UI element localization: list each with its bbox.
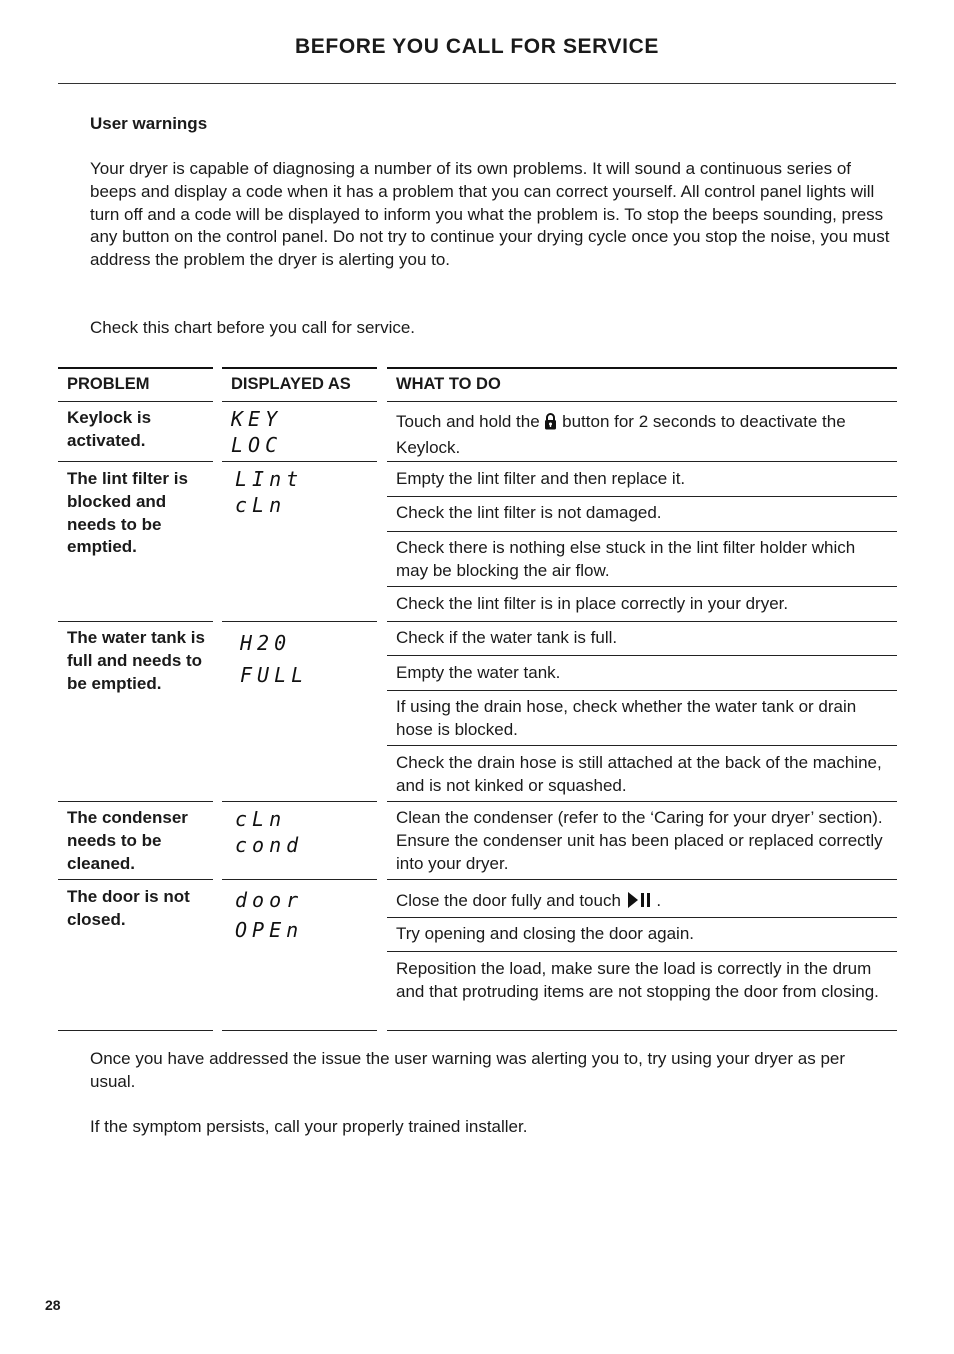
action-lint-4: Check the lint filter is in place correctly in your dryer. xyxy=(396,594,789,613)
row-rule xyxy=(58,801,213,802)
header-rule-action xyxy=(387,401,897,402)
action-lint-1: Empty the lint filter and then replace it. xyxy=(396,469,686,488)
display-code-line: cond xyxy=(235,833,304,857)
action-water-2: Empty the water tank. xyxy=(396,663,561,682)
problem-lint-filter: The lint filter is blocked and needs to be emptied. xyxy=(67,469,188,557)
row-rule xyxy=(387,745,897,746)
action-keylock-1 xyxy=(396,411,892,460)
display-code-line: OPEn xyxy=(235,918,304,942)
action-text: . xyxy=(656,891,662,910)
row-rule xyxy=(387,690,897,691)
display-code-line: FULL xyxy=(240,663,309,687)
header-rule-problem xyxy=(58,401,213,402)
row-rule xyxy=(387,655,897,656)
action-condenser-1: Clean the condenser (refer to the ‘Caring for your dryer’ section). Ensure the condenser unit has been placed or replaced correctly into your dryer. xyxy=(396,808,883,873)
section-heading: User warnings xyxy=(90,114,208,133)
display-code-line: H20 xyxy=(240,631,292,655)
row-rule xyxy=(58,461,213,462)
row-rule xyxy=(222,879,377,880)
lock-icon xyxy=(544,412,557,437)
display-code-condenser xyxy=(235,806,303,858)
problem-condenser: The condenser needs to be cleaned. xyxy=(67,808,188,873)
display-code-line: door xyxy=(235,888,304,912)
display-code-line: cLn xyxy=(235,493,287,517)
table-top-rule-action xyxy=(387,367,897,369)
action-text: button for 2 seconds to deactivate the Keylock. xyxy=(396,412,846,457)
row-rule xyxy=(387,621,897,622)
row-rule xyxy=(387,917,897,918)
row-rule xyxy=(222,621,377,622)
column-header-displayed-as: DISPLAYED AS xyxy=(231,375,351,393)
symptom-persists-note: If the symptom persists, call your properly trained installer. xyxy=(90,1117,528,1136)
page-number: 28 xyxy=(45,1297,61,1313)
action-water-1: Check if the water tank is full. xyxy=(396,628,618,647)
action-lint-3: Check there is nothing else stuck in the lint filter holder which may be blocking the air flow. xyxy=(396,538,856,580)
row-rule xyxy=(58,621,213,622)
row-rule xyxy=(222,801,377,802)
column-header-problem: PROBLEM xyxy=(67,375,150,393)
row-rule xyxy=(387,801,897,802)
row-rule xyxy=(387,586,897,587)
table-bottom-rule xyxy=(222,1030,377,1031)
table-top-rule-displayed xyxy=(222,367,377,369)
display-code-water xyxy=(240,627,308,691)
action-text: Close the door fully and touch xyxy=(396,891,621,910)
row-rule xyxy=(387,531,897,532)
action-lint-2: Check the lint filter is not damaged. xyxy=(396,503,662,522)
problem-water-tank: The water tank is full and needs to be emptied. xyxy=(67,628,205,693)
display-code-line: KEY xyxy=(231,407,283,431)
column-header-what-to-do: WHAT TO DO xyxy=(396,375,501,393)
check-chart-note: Check this chart before you call for service. xyxy=(90,318,416,337)
row-rule xyxy=(387,461,897,462)
action-text: Touch and hold the xyxy=(396,412,540,431)
display-code-line: LInt xyxy=(235,467,304,491)
outro-paragraph: Once you have addressed the issue the user warning was alerting you to, try using your dryer as per usual. xyxy=(90,1049,846,1091)
problem-keylock: Keylock is activated. xyxy=(67,408,152,450)
action-door-1 xyxy=(396,890,892,916)
display-code-door xyxy=(235,885,303,945)
action-door-3: Reposition the load, make sure the load is correctly in the drum and that protruding items are not stopping the door from closing. xyxy=(396,959,879,1001)
action-door-2: Try opening and closing the door again. xyxy=(396,924,695,943)
table-bottom-rule xyxy=(58,1030,213,1031)
row-rule xyxy=(387,951,897,952)
row-rule xyxy=(387,879,897,880)
action-water-4: Check the drain hose is still attached at the back of the machine, and is not kinked or squashed. xyxy=(396,753,882,795)
title-divider xyxy=(58,83,896,84)
display-code-lint xyxy=(235,466,303,518)
display-code-line: cLn xyxy=(235,807,287,831)
play-pause-icon xyxy=(626,891,652,916)
row-rule xyxy=(222,461,377,462)
table-bottom-rule xyxy=(387,1030,897,1031)
problem-door: The door is not closed. xyxy=(67,887,190,929)
action-water-3: If using the drain hose, check whether the water tank or drain hose is blocked. xyxy=(396,697,857,739)
row-rule xyxy=(387,496,897,497)
display-code-keylock xyxy=(231,406,282,458)
table-top-rule-problem xyxy=(58,367,213,369)
row-rule xyxy=(58,879,213,880)
header-rule-displayed xyxy=(222,401,377,402)
intro-paragraph: Your dryer is capable of diagnosing a number of its own problems. It will sound a continuous series of beeps and display a code when it has a problem that you can correct yourself. All control panel lights will turn off and a code will be displayed to inform you what the problem is. To stop the beeps sounding, press any button on the control panel. Do not try to continue your drying cycle once you stop the noise, you must address the problem the dryer is alerting you to. xyxy=(90,159,890,270)
page-title: BEFORE YOU CALL FOR SERVICE xyxy=(295,35,659,58)
display-code-line: LOC xyxy=(231,433,283,457)
